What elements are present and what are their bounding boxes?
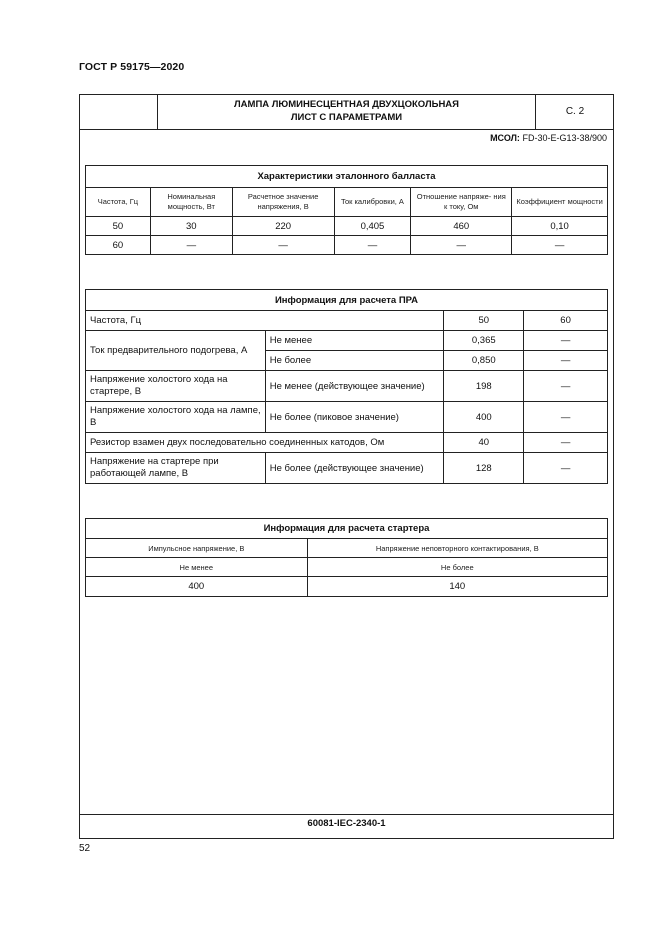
ballast-col-header: Номинальная мощность, Вт [150,188,232,217]
table-cell: — [524,351,608,371]
table-cell: 0,365 [444,331,524,351]
pra-condition: Не более [265,351,444,371]
table-cell: 140 [307,577,607,597]
title-line-1: ЛАМПА ЛЮМИНЕСЦЕНТНАЯ ДВУХЦОКОЛЬНАЯ [234,99,459,110]
table-cell: 50 [444,311,524,331]
table-row [86,331,608,351]
ballast-col-header: Ток калибровки, А [334,188,411,217]
table-cell: 400 [444,402,524,433]
standard-number: ГОСТ Р 59175—2020 [79,61,185,73]
table-row [86,453,608,484]
table-cell: 0,405 [334,217,411,236]
title-line-2: ЛИСТ С ПАРАМЕТРАМИ [290,112,403,123]
table-cell: — [524,453,608,484]
table-row [86,236,608,255]
table-cell: — [334,236,411,255]
footer-divider [79,814,614,815]
pra-condition: Не менее (действующее значение) [265,371,444,402]
table-row [86,433,608,453]
starter-title: Информация для расчета стартера [86,519,608,539]
table-cell: 60 [524,311,608,331]
pra-freq-label: Частота, Гц [86,311,444,331]
table-cell: 60 [86,236,151,255]
table-row [86,217,608,236]
table-cell: 128 [444,453,524,484]
table-cell: — [150,236,232,255]
starter-subheader: Не более [307,558,607,577]
table-cell: — [524,331,608,351]
page-number: 52 [79,843,91,854]
table-cell: 460 [411,217,512,236]
table-row [86,371,608,402]
table-row [86,402,608,433]
table-cell: 50 [86,217,151,236]
pra-preheat-label: Ток предварительного подогрева, А [86,331,266,371]
ballast-col-header: Отношение напряже- ния к току, Ом [411,188,512,217]
pra-title: Информация для расчета ПРА [86,290,608,311]
ballast-col-header: Расчетное значение напряжения, В [232,188,334,217]
pra-table [85,289,608,484]
pra-noload-starter-label: Напряжение холостого хода на стартере, В [86,371,266,402]
header-left-cell [79,94,158,130]
table-row [86,539,608,558]
table-cell: 30 [150,217,232,236]
ballast-table [85,165,608,255]
table-cell: 220 [232,217,334,236]
table-cell: — [512,236,608,255]
table-cell: — [524,433,608,453]
table-cell: 400 [86,577,308,597]
ballast-title: Характеристики эталонного балласта [86,166,608,188]
msol-value: FD-30-E-G13-38/900 [522,133,607,143]
pra-condition: Не более (пиковое значение) [265,402,444,433]
msol-label: МСОЛ: [490,133,520,143]
pra-condition: Не более (действующее значение) [265,453,444,484]
starter-subheader: Не менее [86,558,308,577]
table-row [86,558,608,577]
table-row [86,577,608,597]
starter-col-header: Импульсное напряжение, В [86,539,308,558]
pra-condition: Не менее [265,331,444,351]
starter-table [85,518,608,597]
footer-code: 60081-IEC-2340-1 [307,818,386,829]
table-cell: — [524,402,608,433]
table-cell: — [524,371,608,402]
table-cell: 40 [444,433,524,453]
pra-starter-run-label: Напряжение на стартере при работающей лампе, В [86,453,266,484]
ballast-col-header: Коэффициент мощности [512,188,608,217]
sheet-title [158,94,535,130]
table-row [86,311,608,331]
table-cell: 0,10 [512,217,608,236]
starter-col-header: Напряжение неповторного контактирования, В [307,539,607,558]
msol-code [490,133,607,143]
pra-resistor-label: Резистор взамен двух последовательно соединенных катодов, Ом [86,433,444,453]
sheet-page: С. 2 [535,94,614,130]
table-cell: — [232,236,334,255]
table-cell: 198 [444,371,524,402]
table-cell: 0,850 [444,351,524,371]
pra-noload-lamp-label: Напряжение холостого хода на лампе, В [86,402,266,433]
ballast-col-header: Частота, Гц [86,188,151,217]
table-cell: — [411,236,512,255]
